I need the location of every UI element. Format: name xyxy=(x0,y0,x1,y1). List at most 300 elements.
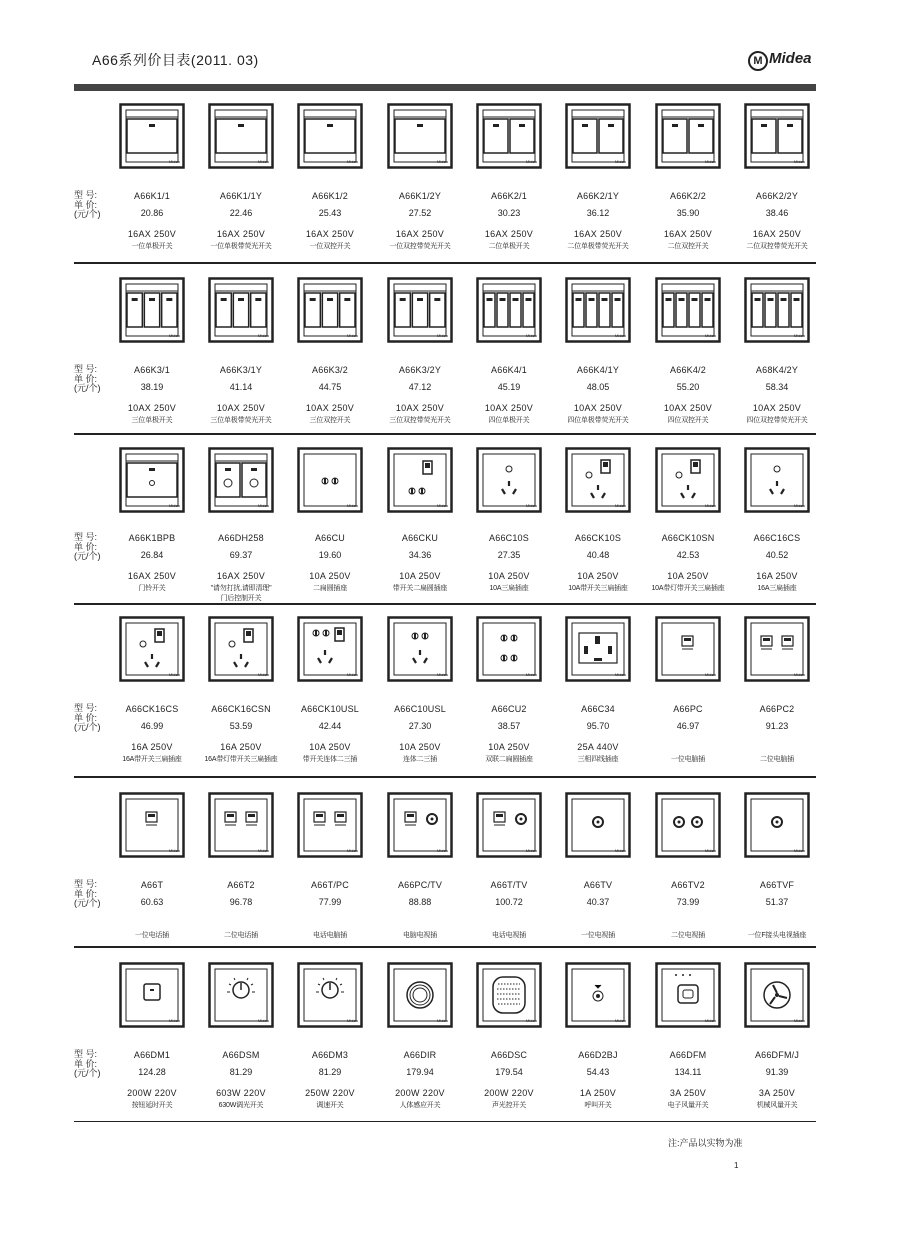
product-spec xyxy=(285,918,375,928)
footer-note: 注:产品以实物为准 xyxy=(668,1138,743,1148)
svg-text:Midea: Midea xyxy=(347,333,358,338)
fan-mechanical-icon xyxy=(744,962,810,1028)
row-labels xyxy=(74,191,101,220)
svg-text:Midea: Midea xyxy=(526,333,537,338)
product-desc: 二位单极开关 xyxy=(488,243,530,250)
product-desc-line2: 门后控制开关 xyxy=(220,595,262,602)
label-unit: (元/个) xyxy=(74,1068,101,1078)
switch-1gang-icon xyxy=(208,103,274,169)
svg-text:Midea: Midea xyxy=(347,672,358,677)
product-cell xyxy=(196,880,286,940)
product-price: 81.29 xyxy=(318,1067,342,1077)
ir-sensor-icon xyxy=(387,962,453,1028)
product-cell xyxy=(553,533,643,593)
product-desc: 门铃开关 xyxy=(138,585,166,592)
product-price: 69.37 xyxy=(229,550,253,560)
product-desc: 呼叫开关 xyxy=(584,1102,612,1109)
product-desc: 一位电话插 xyxy=(135,932,169,939)
product-spec xyxy=(196,918,286,928)
product-model: A66T xyxy=(140,880,164,890)
product-desc: 630W调光开关 xyxy=(218,1102,264,1109)
phone-tv-icon xyxy=(476,792,542,858)
product-price: 27.30 xyxy=(408,721,432,731)
product-spec: 16AX 250V xyxy=(216,229,266,239)
label-model: 型 号: xyxy=(74,364,98,374)
product-cell xyxy=(553,191,643,251)
product-desc: 带开关连体二三插 xyxy=(302,756,358,763)
switch-2gang-icon xyxy=(476,103,542,169)
product-spec: 16AX 250V xyxy=(663,229,713,239)
svg-text:Midea: Midea xyxy=(794,159,805,164)
product-model: A66PC2 xyxy=(759,704,795,714)
product-spec: 16AX 250V xyxy=(752,229,802,239)
product-desc: 四位双控带荧光开关 xyxy=(746,417,808,424)
product-model: A66K1/1 xyxy=(134,191,170,201)
svg-text:Midea: Midea xyxy=(705,848,716,853)
product-cell xyxy=(285,365,375,425)
page-title: A66系列价目表(2011. 03) xyxy=(92,52,259,68)
product-spec: 16A 250V xyxy=(756,571,798,581)
socket-3phase-icon xyxy=(565,616,631,682)
product-model: A66DIR xyxy=(403,1050,437,1060)
product-spec: 200W 220V xyxy=(127,1088,177,1098)
product-model: A66CK10S xyxy=(574,533,622,543)
product-cell xyxy=(643,880,733,940)
svg-text:Midea: Midea xyxy=(794,672,805,677)
product-cell xyxy=(107,365,197,425)
product-cell xyxy=(732,704,822,764)
product-desc: 一位电视插 xyxy=(581,932,615,939)
product-spec xyxy=(732,742,822,752)
product-model: A66CU2 xyxy=(491,704,527,714)
product-spec: 16A 250V xyxy=(220,742,262,752)
product-spec xyxy=(464,918,554,928)
product-spec: 16AX 250V xyxy=(127,571,177,581)
product-price: 27.52 xyxy=(408,208,432,218)
product-cell xyxy=(732,533,822,593)
push-timer-icon xyxy=(119,962,185,1028)
svg-text:Midea: Midea xyxy=(615,1018,626,1023)
svg-text:Midea: Midea xyxy=(437,1018,448,1023)
product-model: A66T2 xyxy=(227,880,255,890)
product-price: 38.46 xyxy=(765,208,789,218)
switch-1gang-icon xyxy=(119,103,185,169)
product-cell xyxy=(464,191,554,251)
product-cell xyxy=(107,704,197,764)
svg-text:Midea: Midea xyxy=(526,159,537,164)
product-cell xyxy=(553,1050,643,1110)
product-price: 53.59 xyxy=(229,721,253,731)
product-price: 134.11 xyxy=(674,1067,702,1077)
product-price: 179.54 xyxy=(495,1067,523,1077)
svg-text:Midea: Midea xyxy=(705,503,716,508)
product-spec xyxy=(732,918,822,928)
svg-text:Midea: Midea xyxy=(169,848,180,853)
label-model: 型 号: xyxy=(74,532,98,542)
product-model: A66C10S xyxy=(489,533,529,543)
product-desc: 10A带灯带开关三扁插座 xyxy=(651,585,725,592)
product-price: 22.46 xyxy=(229,208,253,218)
product-model: A66T/TV xyxy=(490,880,528,890)
product-desc: 二扁圆插座 xyxy=(313,585,347,592)
product-model: A66DH258 xyxy=(218,533,264,543)
label-model: 型 号: xyxy=(74,879,98,889)
product-price: 36.12 xyxy=(586,208,610,218)
product-spec: 10AX 250V xyxy=(573,403,623,413)
svg-text:Midea: Midea xyxy=(794,848,805,853)
product-spec: 1A 250V xyxy=(579,1088,617,1098)
product-price: 91.39 xyxy=(765,1067,789,1077)
socket-2pin-switch-icon xyxy=(387,447,453,513)
socket-3pin-switch-icon xyxy=(565,447,631,513)
row-labels xyxy=(74,1050,101,1079)
product-model: A66DM3 xyxy=(311,1050,349,1060)
product-spec: 16AX 250V xyxy=(305,229,355,239)
product-desc: 一位单极开关 xyxy=(131,243,173,250)
product-desc: 机械风量开关 xyxy=(756,1102,798,1109)
product-model: A66K4/1 xyxy=(491,365,527,375)
product-price: 26.84 xyxy=(140,550,164,560)
label-price: 单 价: xyxy=(74,541,98,552)
product-model: A66T/PC xyxy=(311,880,349,890)
product-cell xyxy=(553,704,643,764)
product-spec: 10AX 250V xyxy=(216,403,266,413)
svg-text:Midea: Midea xyxy=(347,159,358,164)
product-cell xyxy=(196,704,286,764)
product-desc: 三位单极开关 xyxy=(131,417,173,424)
dimmer-icon xyxy=(297,962,363,1028)
product-cell xyxy=(464,704,554,764)
product-spec: 10AX 250V xyxy=(305,403,355,413)
product-price: 55.20 xyxy=(676,382,700,392)
product-price: 47.12 xyxy=(408,382,432,392)
tv-1-icon xyxy=(744,792,810,858)
svg-text:Midea: Midea xyxy=(258,159,269,164)
product-spec: 25A 440V xyxy=(577,742,619,752)
label-unit: (元/个) xyxy=(74,551,101,561)
svg-text:Midea: Midea xyxy=(347,503,358,508)
product-price: 46.99 xyxy=(140,721,164,731)
product-cell xyxy=(553,365,643,425)
product-price: 100.72 xyxy=(495,897,523,907)
product-desc: 三位单极带荧光开关 xyxy=(210,417,272,424)
product-price: 40.52 xyxy=(765,550,789,560)
row-labels xyxy=(74,704,101,733)
product-cell xyxy=(643,365,733,425)
svg-text:Midea: Midea xyxy=(169,1018,180,1023)
svg-text:Midea: Midea xyxy=(258,848,269,853)
svg-text:Midea: Midea xyxy=(526,503,537,508)
svg-text:Midea: Midea xyxy=(526,1018,537,1023)
product-model: A66K2/2 xyxy=(670,191,706,201)
product-cell xyxy=(375,704,465,764)
product-spec: 200W 220V xyxy=(395,1088,445,1098)
product-model: A66DSC xyxy=(490,1050,528,1060)
product-spec: 16AX 250V xyxy=(573,229,623,239)
row-separator xyxy=(74,946,816,948)
product-price: 46.97 xyxy=(676,721,700,731)
product-model: A66K2/1Y xyxy=(576,191,620,201)
product-price: 91.23 xyxy=(765,721,789,731)
product-desc: 一位F接头电视插座 xyxy=(747,932,807,939)
label-price: 单 价: xyxy=(74,1058,98,1069)
product-cell xyxy=(643,704,733,764)
svg-text:Midea: Midea xyxy=(794,503,805,508)
product-cell xyxy=(732,1050,822,1110)
tv-2-icon xyxy=(655,792,721,858)
product-spec: 16AX 250V xyxy=(216,571,266,581)
product-spec xyxy=(553,918,643,928)
product-price: 124.28 xyxy=(138,1067,166,1077)
product-spec: 200W 220V xyxy=(484,1088,534,1098)
product-price: 38.57 xyxy=(497,721,521,731)
product-model: A66CK16CS xyxy=(125,704,179,714)
product-cell xyxy=(285,704,375,764)
product-price: 77.99 xyxy=(318,897,342,907)
svg-text:Midea: Midea xyxy=(526,672,537,677)
row-labels xyxy=(74,365,101,394)
switch-4gang-icon xyxy=(565,277,631,343)
svg-text:Midea: Midea xyxy=(705,672,716,677)
header-bar xyxy=(74,84,816,91)
product-desc: 16A带开关三扁插座 xyxy=(122,756,182,763)
product-model: A66K2/2Y xyxy=(755,191,799,201)
product-model: A66TV xyxy=(583,880,613,890)
product-price: 40.48 xyxy=(586,550,610,560)
svg-text:Midea: Midea xyxy=(615,333,626,338)
label-price: 单 价: xyxy=(74,888,98,899)
product-price: 41.14 xyxy=(229,382,253,392)
product-spec: 603W 220V xyxy=(216,1088,266,1098)
row-labels xyxy=(74,533,101,562)
product-model: A66C34 xyxy=(581,704,615,714)
switch-4gang-icon xyxy=(476,277,542,343)
label-price: 单 价: xyxy=(74,712,98,723)
product-spec: 10A 250V xyxy=(577,571,619,581)
product-model: A66K1BPB xyxy=(128,533,176,543)
product-desc: 声光控开关 xyxy=(492,1102,526,1109)
product-cell xyxy=(643,533,733,593)
product-price: 20.86 xyxy=(140,208,164,218)
product-spec: 16AX 250V xyxy=(395,229,445,239)
product-price: 51.37 xyxy=(765,897,789,907)
product-price: 179.94 xyxy=(406,1067,434,1077)
product-cell xyxy=(285,1050,375,1110)
product-cell xyxy=(643,191,733,251)
label-price: 单 价: xyxy=(74,199,98,210)
label-unit: (元/个) xyxy=(74,209,101,219)
product-cell xyxy=(375,365,465,425)
product-desc: 四位双控开关 xyxy=(667,417,709,424)
product-spec: 10AX 250V xyxy=(127,403,177,413)
row-separator xyxy=(74,433,816,435)
brand-name: Midea xyxy=(769,50,812,67)
product-desc: 二位电视插 xyxy=(671,932,705,939)
product-desc: 四位单极带荧光开关 xyxy=(567,417,629,424)
switch-1gang-icon xyxy=(387,103,453,169)
product-model: A66D2BJ xyxy=(578,1050,618,1060)
product-desc: 三位双控带荧光开关 xyxy=(389,417,451,424)
product-spec: 10AX 250V xyxy=(663,403,713,413)
product-price: 88.88 xyxy=(408,897,432,907)
product-desc: 三相四线插座 xyxy=(577,756,619,763)
phone-2-icon xyxy=(208,792,274,858)
socket-5pin-icon xyxy=(387,616,453,682)
product-cell xyxy=(285,191,375,251)
svg-text:Midea: Midea xyxy=(794,1018,805,1023)
label-model: 型 号: xyxy=(74,703,98,713)
socket-3pin-icon xyxy=(744,447,810,513)
product-price: 38.19 xyxy=(140,382,164,392)
product-spec: 10A 250V xyxy=(488,571,530,581)
table-end-line xyxy=(74,1121,816,1122)
product-cell xyxy=(285,880,375,940)
product-spec xyxy=(375,918,465,928)
label-model: 型 号: xyxy=(74,1049,98,1059)
switch-3gang-icon xyxy=(387,277,453,343)
product-spec: 3A 250V xyxy=(758,1088,796,1098)
svg-text:Midea: Midea xyxy=(169,159,180,164)
product-desc: 人体感应开关 xyxy=(399,1102,441,1109)
svg-text:Midea: Midea xyxy=(258,333,269,338)
product-price: 42.44 xyxy=(318,721,342,731)
product-model: A68K4/2Y xyxy=(755,365,799,375)
svg-text:Midea: Midea xyxy=(705,159,716,164)
product-spec: 10A 250V xyxy=(667,571,709,581)
label-model: 型 号: xyxy=(74,190,98,200)
product-model: A66K3/1Y xyxy=(219,365,263,375)
product-desc: 二位电脑插 xyxy=(760,756,794,763)
product-cell xyxy=(107,880,197,940)
switch-2gang-icon xyxy=(744,103,810,169)
product-price: 19.60 xyxy=(318,550,342,560)
sound-switch-icon xyxy=(476,962,542,1028)
product-price: 73.99 xyxy=(676,897,700,907)
product-model: A66PC xyxy=(673,704,703,714)
product-model: A66CU xyxy=(314,533,345,543)
product-desc: 三位双控开关 xyxy=(309,417,351,424)
svg-text:Midea: Midea xyxy=(437,672,448,677)
product-price: 81.29 xyxy=(229,1067,253,1077)
product-desc: 四位单极开关 xyxy=(488,417,530,424)
product-spec xyxy=(643,918,733,928)
row-separator xyxy=(74,776,816,778)
product-model: A66PC/TV xyxy=(397,880,443,890)
product-desc: 二位双控带荧光开关 xyxy=(746,243,808,250)
call-switch-icon xyxy=(565,962,631,1028)
product-spec xyxy=(643,742,733,752)
product-desc: 调速开关 xyxy=(316,1102,344,1109)
product-desc: 按钮延时开关 xyxy=(131,1102,173,1109)
product-price: 25.43 xyxy=(318,208,342,218)
product-model: A66K4/1Y xyxy=(576,365,620,375)
product-price: 45.19 xyxy=(497,382,521,392)
product-model: A66DFM xyxy=(669,1050,707,1060)
product-spec: 10A 250V xyxy=(399,571,441,581)
product-price: 30.23 xyxy=(497,208,521,218)
svg-text:Midea: Midea xyxy=(258,503,269,508)
svg-text:Midea: Midea xyxy=(437,503,448,508)
switch-1gang-icon xyxy=(297,103,363,169)
product-cell xyxy=(464,533,554,593)
row-labels xyxy=(74,880,101,909)
product-cell xyxy=(464,880,554,940)
product-model: A66DM1 xyxy=(133,1050,171,1060)
product-desc: 双联二扁圆插座 xyxy=(485,756,533,763)
product-cell xyxy=(196,533,286,603)
product-desc: 二位电话插 xyxy=(224,932,258,939)
product-model: A66CKU xyxy=(401,533,439,543)
product-spec: 10AX 250V xyxy=(752,403,802,413)
product-cell xyxy=(375,533,465,593)
socket-3pin-icon xyxy=(476,447,542,513)
product-model: A66C16CS xyxy=(753,533,801,543)
product-cell xyxy=(107,1050,197,1110)
row-separator xyxy=(74,603,816,605)
product-cell xyxy=(196,365,286,425)
product-model: A66CK10USL xyxy=(300,704,360,714)
svg-text:Midea: Midea xyxy=(705,333,716,338)
product-desc: 电子风量开关 xyxy=(667,1102,709,1109)
product-cell xyxy=(643,1050,733,1110)
product-desc: 二位单极带荧光开关 xyxy=(567,243,629,250)
product-model: A66CK16CSN xyxy=(211,704,271,714)
switch-3gang-icon xyxy=(208,277,274,343)
product-cell xyxy=(464,1050,554,1110)
dimmer-icon xyxy=(208,962,274,1028)
product-desc: 电脑电视插 xyxy=(403,932,437,939)
product-price: 35.90 xyxy=(676,208,700,218)
svg-text:Midea: Midea xyxy=(169,672,180,677)
product-price: 58.34 xyxy=(765,382,789,392)
label-unit: (元/个) xyxy=(74,722,101,732)
socket-3pin-switch-icon xyxy=(208,616,274,682)
product-desc: "请勿打扰,请即清理" xyxy=(210,585,272,592)
product-cell xyxy=(107,533,197,593)
product-desc: 16A三扁插座 xyxy=(757,585,797,592)
product-price: 40.37 xyxy=(586,897,610,907)
product-cell xyxy=(464,365,554,425)
product-model: A66DFM/J xyxy=(754,1050,800,1060)
svg-text:Midea: Midea xyxy=(437,848,448,853)
product-model: A66CK10SN xyxy=(661,533,715,543)
product-desc: 一位单极带荧光开关 xyxy=(210,243,272,250)
product-desc: 连体二三插 xyxy=(403,756,437,763)
product-model: A66K1/2 xyxy=(312,191,348,201)
product-model: A66K2/1 xyxy=(491,191,527,201)
switch-2gang-icon xyxy=(565,103,631,169)
product-model: A66K3/1 xyxy=(134,365,170,375)
product-spec: 10A 250V xyxy=(309,571,351,581)
switch-3gang-icon xyxy=(297,277,363,343)
label-unit: (元/个) xyxy=(74,383,101,393)
svg-text:Midea: Midea xyxy=(169,503,180,508)
product-desc: 10A带开关三扁插座 xyxy=(568,585,628,592)
product-desc: 一位电脑插 xyxy=(671,756,705,763)
tv-1-icon xyxy=(565,792,631,858)
svg-text:Midea: Midea xyxy=(258,672,269,677)
switch-4gang-icon xyxy=(744,277,810,343)
product-spec: 10A 250V xyxy=(309,742,351,752)
socket-double-2pin-icon xyxy=(476,616,542,682)
product-model: A66C10USL xyxy=(394,704,446,714)
product-desc: 电话电脑插 xyxy=(313,932,347,939)
product-spec: 16A 250V xyxy=(131,742,173,752)
row-separator xyxy=(74,262,816,264)
svg-text:Midea: Midea xyxy=(258,1018,269,1023)
svg-text:Midea: Midea xyxy=(169,333,180,338)
product-model: A66K3/2Y xyxy=(398,365,442,375)
